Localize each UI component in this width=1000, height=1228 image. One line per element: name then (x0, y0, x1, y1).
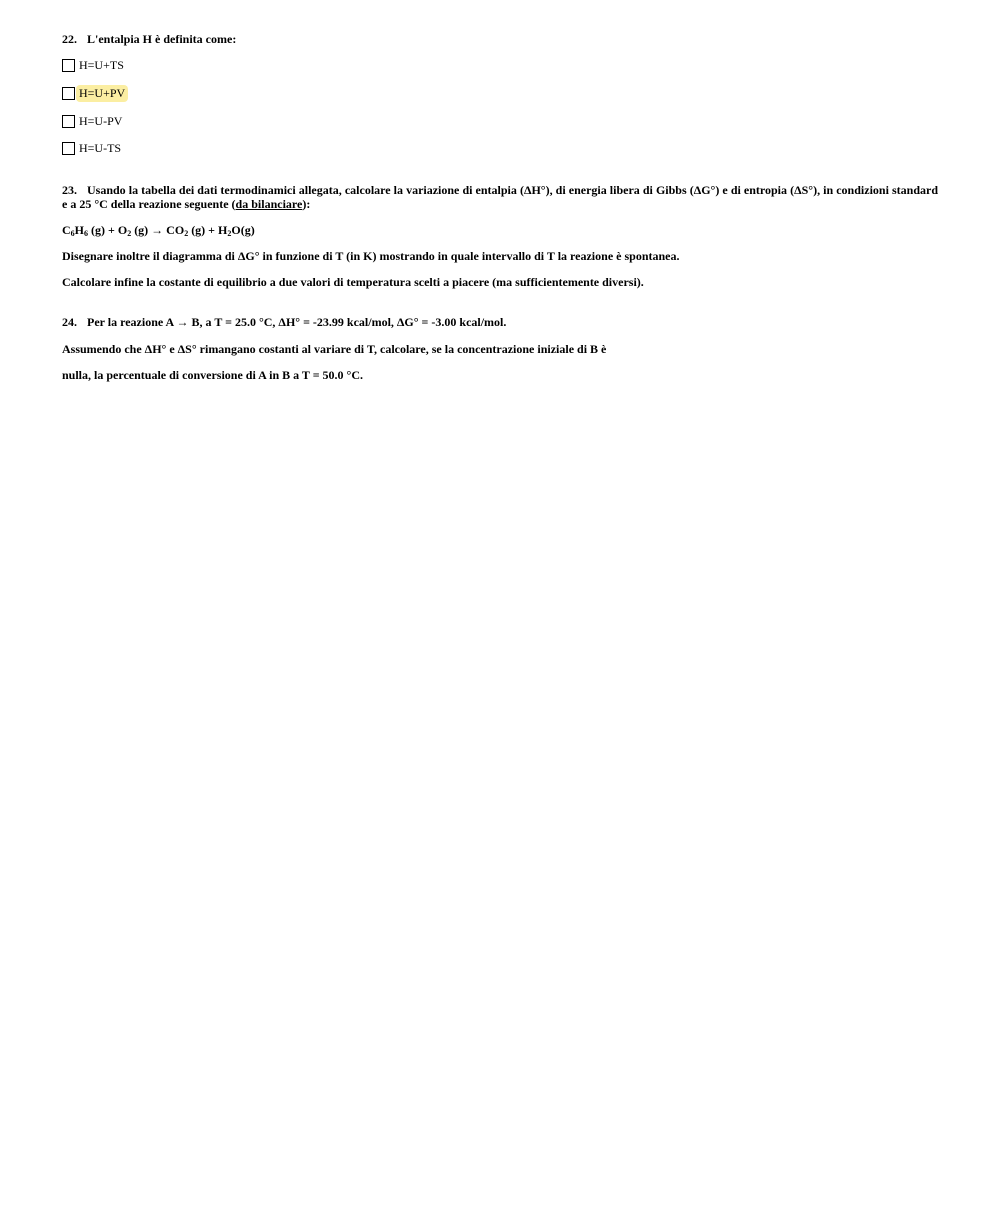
question-23-text-part2: ): (302, 197, 311, 211)
highlighted-option-label: H=U+PV (76, 85, 128, 102)
reaction-text: (g) + O (88, 223, 128, 237)
reaction-subscript: 6 (70, 229, 75, 238)
reaction-text: (g) → CO (131, 223, 185, 237)
question-24-number: 24. (62, 315, 77, 329)
reaction-subscript: 2 (227, 229, 232, 238)
option-h-u-minus-pv[interactable] (62, 114, 122, 129)
option-checkbox[interactable] (62, 142, 75, 155)
option-label: H=U+TS (79, 58, 124, 72)
reaction-subscript: 2 (184, 229, 189, 238)
reaction-equation (62, 223, 255, 237)
question-24-line-2: nulla, la percentuale di conversione di A in B a T = 50.0 °C. (62, 368, 364, 382)
reaction-text: O(g) (231, 223, 255, 237)
question-22-title (62, 32, 236, 46)
reaction-subscript: 2 (127, 229, 132, 238)
question-23-text-part1: Usando la tabella dei dati termodinamici allegata, calcolare la variazione di entalpia (ΔH°), di energia libera di Gibbs (ΔG°) e di entropia (ΔS°), in condizioni standard e a 25 °C della reazione seguente ( (62, 183, 938, 211)
reaction-c: C (62, 223, 71, 237)
option-h-u-minus-ts[interactable] (62, 141, 121, 156)
option-checkbox[interactable] (62, 87, 75, 100)
question-23-number: 23. (62, 183, 77, 197)
option-h-u-plus-ts[interactable] (62, 58, 124, 73)
question-22-number: 22. (62, 32, 77, 46)
diagram-instruction: Disegnare inoltre il diagramma di ΔG° in funzione di T (in K) mostrando in quale intervallo di T la reazione è spontanea. (62, 249, 680, 263)
reaction-h: H (74, 223, 85, 237)
reaction-text: (g) + H (188, 223, 228, 237)
question-24-title (62, 315, 506, 329)
option-h-u-plus-pv[interactable] (62, 86, 128, 101)
option-checkbox[interactable] (62, 115, 75, 128)
option-checkbox[interactable] (62, 59, 75, 72)
equilibrium-instruction: Calcolare infine la costante di equilibrio a due valori di temperatura scelti a piacere (ma sufficientemente diversi). (62, 275, 644, 289)
option-label: H=U-TS (79, 141, 122, 155)
question-24-text: Per la reazione A → B, a T = 25.0 °C, ΔH° = -23.99 kcal/mol, ΔG° = -3.00 kcal/mol. (87, 315, 507, 329)
underlined-da-bilanciare: da bilanciare (235, 197, 303, 211)
question-24-line-1: Assumendo che ΔH° e ΔS° rimangano costanti al variare di T, calcolare, se la concentrazione iniziale di B è (62, 342, 607, 356)
question-23-paragraph (62, 183, 938, 211)
reaction-subscript: 6 (84, 229, 89, 238)
option-label: H=U-PV (79, 114, 123, 128)
question-22-text: L'entalpia H è definita come: (87, 32, 237, 46)
